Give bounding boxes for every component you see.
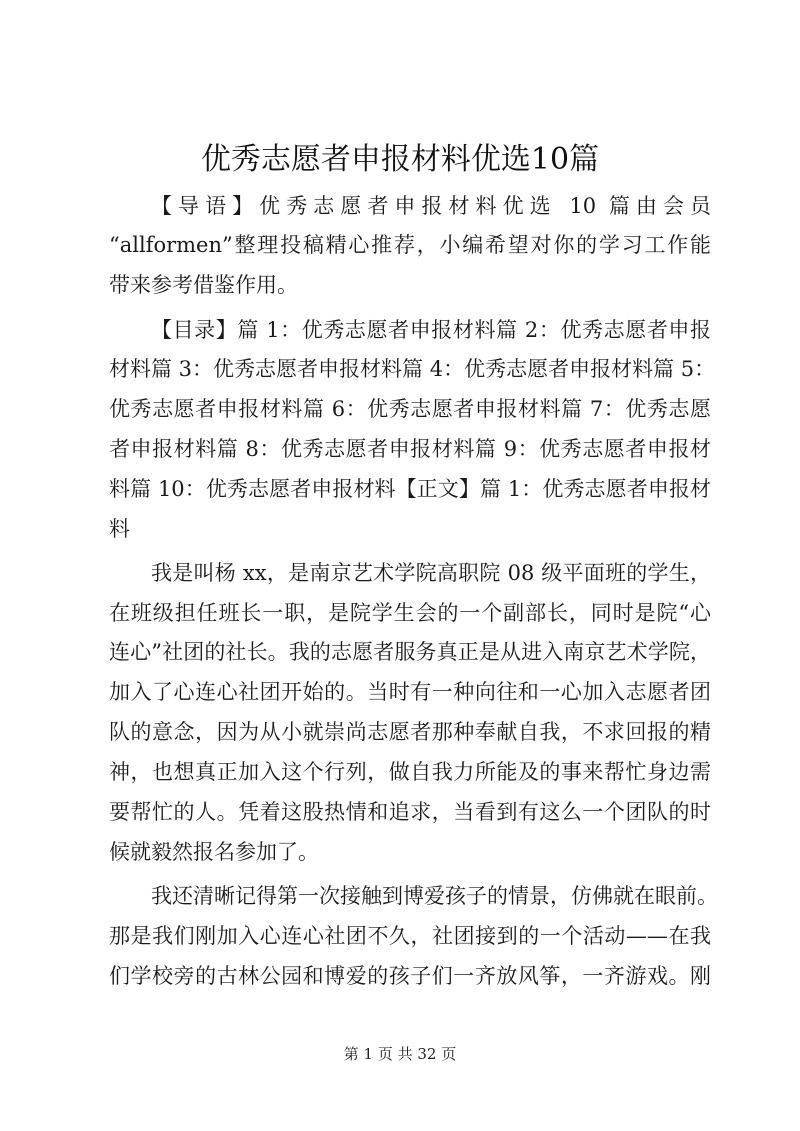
body-p1-line-6: 神，也想真正加入这个行列，做自我力所能及的事来帮忙身边需 [109, 760, 711, 784]
toc-line-2: 材料篇 3：优秀志愿者申报材料篇 4：优秀志愿者申报材料篇 5： [109, 357, 716, 381]
toc-line-4: 者申报材料篇 8：优秀志愿者申报材料篇 9：优秀志愿者申报材 [109, 437, 711, 461]
toc-line-1: 【目录】篇 1：优秀志愿者申报材料篇 2：优秀志愿者申报 [151, 318, 711, 342]
body-p1-line-4: 加入了心连心社团开始的。当时有一种向往和一心加入志愿者团 [109, 680, 711, 704]
toc-line-6: 料 [109, 517, 130, 541]
toc-line-5: 料篇 10：优秀志愿者申报材料【正文】篇 1：优秀志愿者申报材 [109, 477, 711, 501]
page-footer: 第 1 页 共 32 页 [343, 1045, 457, 1063]
intro-line-1: 【导语】优秀志愿者申报材料优选 10 篇由会员 [151, 194, 711, 218]
intro-line-3: 带来参考借鉴作用。 [109, 273, 298, 297]
body-p1-line-8: 候就毅然报名参加了。 [109, 840, 319, 864]
body-p2-line-1: 我还清晰记得第一次接触到博爱孩子的情景，仿佛就在眼前。 [151, 884, 718, 908]
intro-line-2: “allformen”整理投稿精心推荐，小编希望对你的学习工作能 [109, 233, 711, 257]
body-p1-line-7: 要帮忙的人。凭着这股热情和追求，当看到有这么一个团队的时 [109, 800, 711, 824]
body-p2-line-3: 们学校旁的古林公园和博爱的孩子们一齐放风筝，一齐游戏。刚 [109, 964, 711, 988]
body-p1-line-5: 队的意念，因为从小就崇尚志愿者那种奉献自我，不求回报的精 [109, 720, 711, 744]
document-title: 优秀志愿者申报材料优选10篇 [200, 142, 600, 177]
body-p1-line-1: 我是叫杨 xx，是南京艺术学院高职院 08 级平面班的学生， [151, 561, 711, 585]
body-p1-line-3: 连心”社团的社长。我的志愿者服务真正是从进入南京艺术学院， [109, 640, 711, 664]
body-p1-line-2: 在班级担任班长一职，是院学生会的一个副部长，同时是院“心 [109, 601, 711, 625]
toc-line-3: 优秀志愿者申报材料篇 6：优秀志愿者申报材料篇 7：优秀志愿 [109, 397, 711, 421]
body-p2-line-2: 那是我们刚加入心连心社团不久，社团接到的一个活动——在我 [109, 924, 711, 948]
